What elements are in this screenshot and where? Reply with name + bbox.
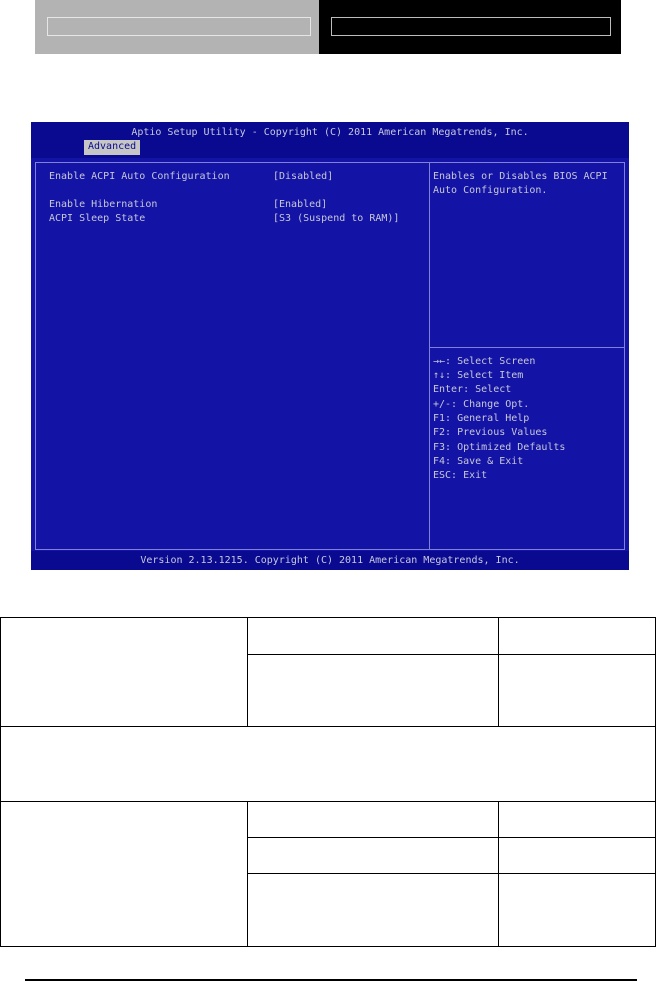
table-cell [0, 726, 656, 802]
option-hibernation-label[interactable]: Enable Hibernation [49, 199, 158, 210]
key-hint-select-screen: →←: Select Screen [433, 356, 536, 367]
table-cell [247, 654, 499, 727]
header-right-field [331, 17, 611, 36]
bios-main-panel [35, 162, 625, 550]
key-hint-change-opt: +/-: Change Opt. [433, 399, 530, 410]
footer-rule [25, 979, 637, 981]
header-left-panel [35, 0, 319, 54]
option-sleep-state-value[interactable]: [S3 (Suspend to RAM)] [273, 213, 400, 224]
table-cell [247, 873, 499, 947]
bios-footer-text: Version 2.13.1215. Copyright (C) 2011 American Megatrends, Inc. [140, 555, 520, 566]
table-cell [0, 617, 248, 727]
option-acpi-auto-config-label[interactable]: Enable ACPI Auto Configuration [49, 171, 230, 182]
table-cell [247, 617, 499, 655]
table-cell [498, 617, 656, 655]
key-hint-save-exit: F4: Save & Exit [433, 456, 524, 467]
option-hibernation-value[interactable]: [Enabled] [273, 199, 328, 210]
table-cell [498, 873, 656, 947]
help-text-line: Enables or Disables BIOS ACPI [433, 171, 608, 182]
bios-divider-vertical [429, 163, 430, 549]
key-hint-exit: ESC: Exit [433, 470, 488, 481]
table-cell [498, 654, 656, 727]
option-sleep-state-label[interactable]: ACPI Sleep State [49, 213, 146, 224]
table-cell [247, 801, 499, 838]
key-hint-optimized-defaults: F3: Optimized Defaults [433, 442, 566, 453]
bios-title-bar [31, 122, 629, 158]
key-hint-general-help: F1: General Help [433, 413, 530, 424]
help-text-line: Auto Configuration. [433, 185, 548, 196]
header-left-field [47, 17, 311, 36]
bios-title: Aptio Setup Utility - Copyright (C) 2011 American Megatrends, Inc. [131, 127, 529, 138]
header-right-panel [319, 0, 621, 54]
option-acpi-auto-config-value[interactable]: [Disabled] [273, 171, 334, 182]
key-hint-select-item: ↑↓: Select Item [433, 370, 524, 381]
bios-setup-screen [31, 122, 629, 570]
bios-footer-bar [31, 551, 629, 570]
tab-advanced[interactable]: Advanced [84, 140, 140, 155]
bios-divider-horizontal [430, 347, 624, 348]
table-cell [247, 837, 499, 874]
table-cell [0, 801, 248, 947]
settings-table [0, 617, 656, 947]
key-hint-enter: Enter: Select [433, 384, 512, 395]
table-cell [498, 801, 656, 838]
table-cell [498, 837, 656, 874]
key-hint-previous-values: F2: Previous Values [433, 427, 548, 438]
